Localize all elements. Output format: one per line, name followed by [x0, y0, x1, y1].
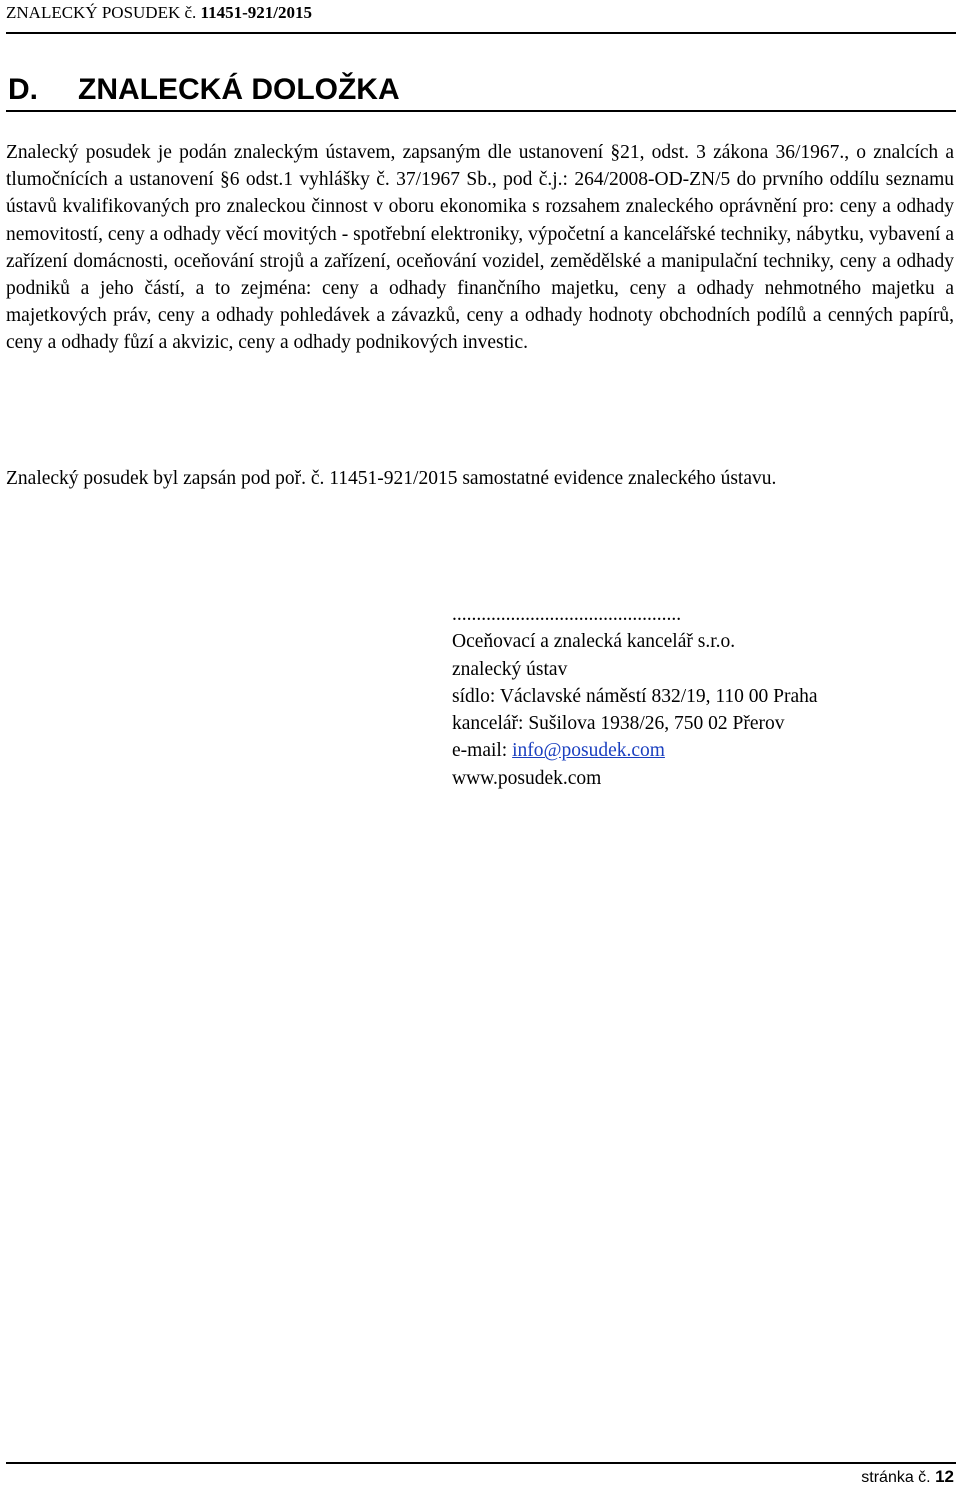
page-label: stránka č.	[861, 1469, 936, 1486]
company-web: www.posudek.com	[452, 767, 602, 789]
header-number: 11451-921/2015	[200, 3, 312, 22]
page-number: 12	[935, 1467, 954, 1486]
section-letter: D.	[8, 73, 38, 106]
expert-clause-paragraph: Znalecký posudek je podán znaleckým ústavem, zapsaným dle ustanovení §21, odst. 3 zákona 36/1967., o znalcích a tlumočnících a ustanovení §6 odst.1 vyhlášky č. 37/1967 Sb., pod č.j.: 264/2008-OD-ZN/5 do prvního oddílu seznamu ústavů kvalifikovaných pro znaleckou činnost v oboru ekonomika s rozsahem znaleckého oprávnění pro: ceny a odhady nemovitostí, ceny a odhady věcí movitých - spotřební elektroniky, výpočetní a kancelářské techniky, nábytku, vybavení a zařízení domácnosti, oceňování strojů a zařízení, oceňování vozidel, zemědělské a manipulační techniky, ceny a odhady podniků a jeho částí, a to zejména: ceny a odhady finančního majetku, ceny a odhady nehmotného majetku a majetkových práv, ceny a odhady pohledávek a závazků, ceny a odhady hodnoty obchodních podílů a cenných papírů, ceny a odhady fůzí a akvizic, ceny a odhady podnikových investic.	[6, 142, 954, 354]
signature-block	[452, 601, 818, 792]
company-email-line	[452, 737, 818, 764]
signature-dots: ...............................................	[452, 604, 682, 625]
section-divider	[6, 110, 956, 112]
header-label: ZNALECKÝ POSUDEK č.	[6, 3, 201, 22]
company-office: kancelář: Sušilova 1938/26, 750 02 Přerov	[452, 713, 785, 735]
page-footer	[861, 1466, 954, 1489]
company-type: znalecký ústav	[452, 658, 568, 680]
document-header	[6, 2, 312, 24]
email-link[interactable]: info@posudek.com	[512, 740, 665, 762]
company-seat: sídlo: Václavské náměstí 832/19, 110 00 Praha	[452, 685, 818, 707]
email-label: e-mail:	[452, 740, 513, 762]
section-heading	[8, 70, 400, 110]
section-title: ZNALECKÁ DOLOŽKA	[78, 73, 400, 106]
company-name: Oceňovací a znalecká kancelář s.r.o.	[452, 631, 736, 653]
footer-divider	[6, 1462, 956, 1464]
registration-paragraph: Znalecký posudek byl zapsán pod poř. č. 11451-921/2015 samostatné evidence znaleckého ústavu.	[6, 468, 777, 489]
header-divider	[6, 32, 956, 34]
